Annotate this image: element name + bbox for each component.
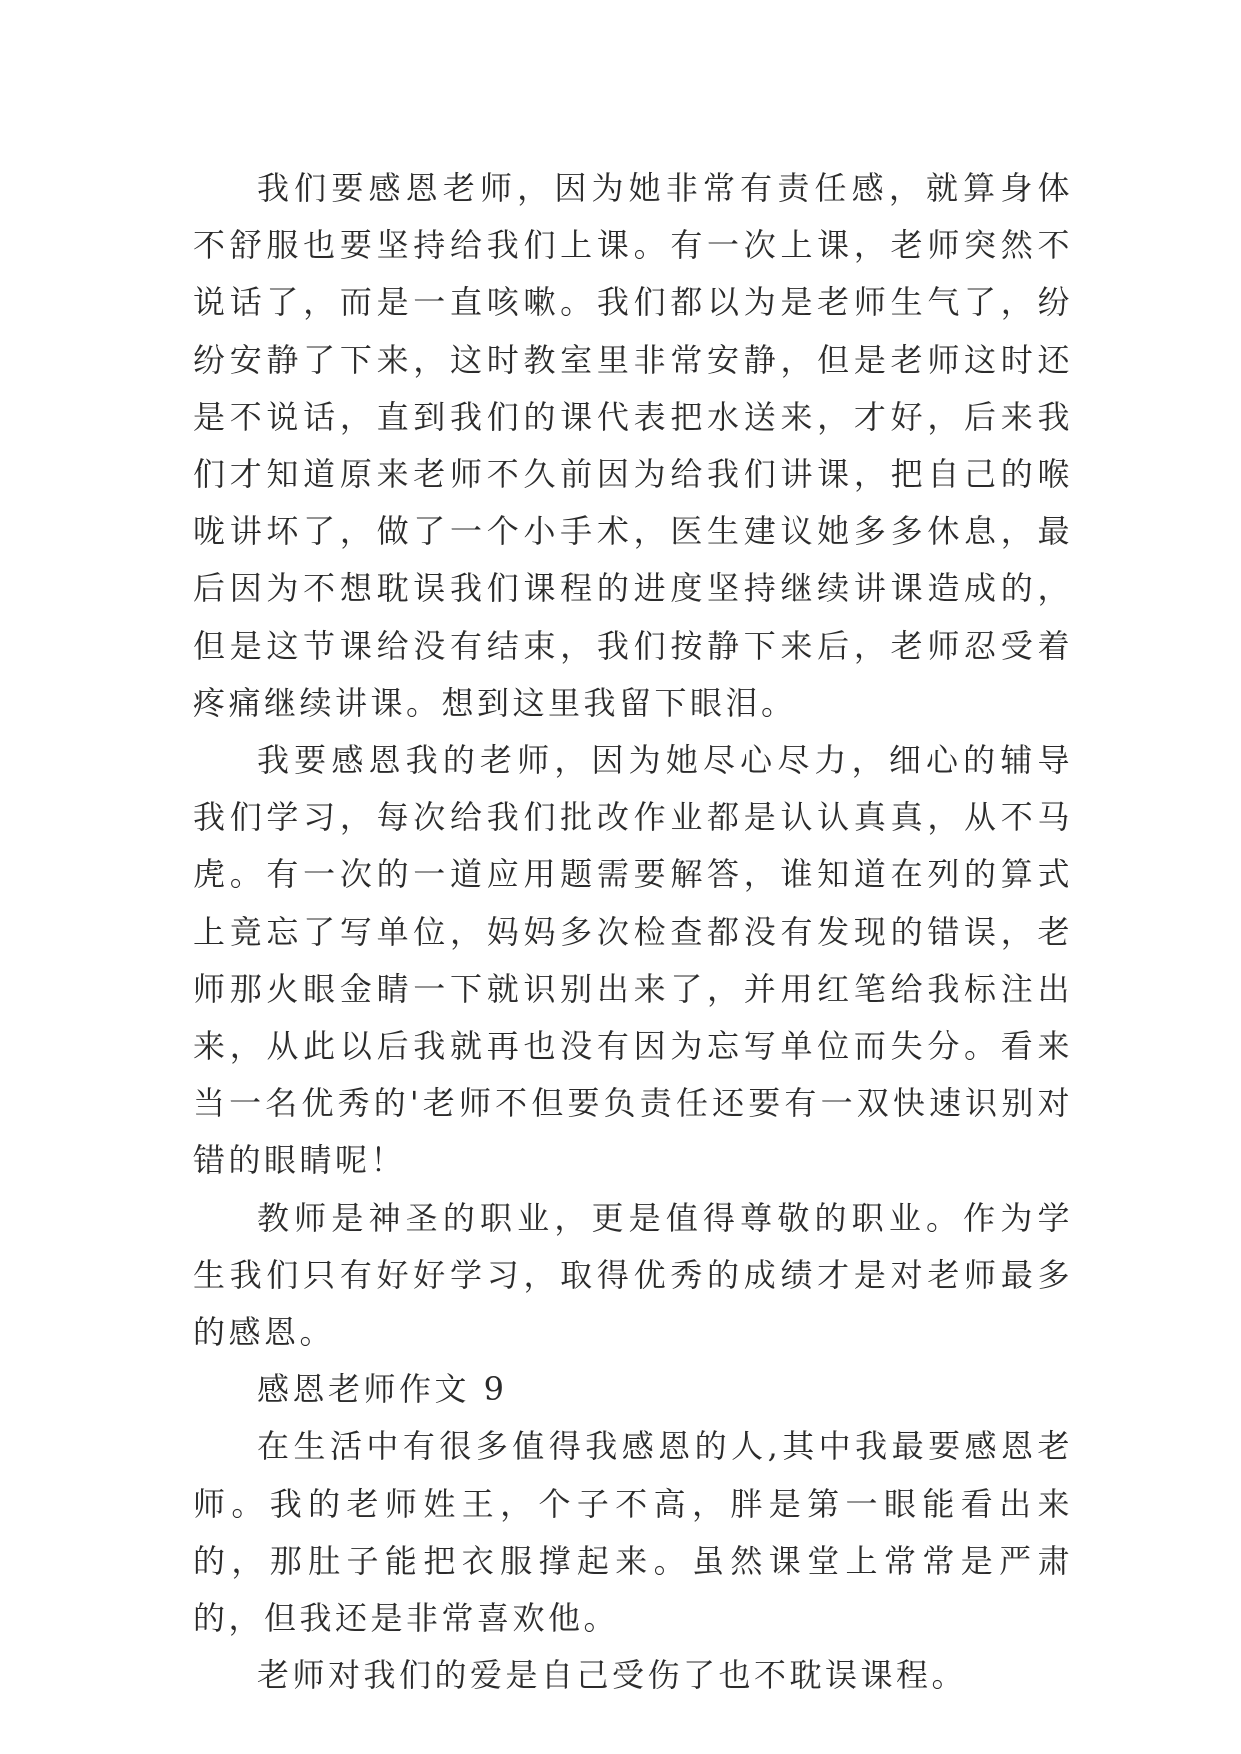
section-heading: 感恩老师作文 9 (257, 1370, 508, 1409)
paragraph-3: 教师是神圣的职业，更是值得尊敬的职业。作为学生我们只有好好学习，取得优秀的成绩才是对老师最多的感恩。 (193, 1198, 1073, 1352)
paragraph-1: 我们要感恩老师，因为她非常有责任感，就算身体不舒服也要坚持给我们上课。有一次上课，老师突然不说话了，而是一直咳嗽。我们都以为是老师生气了，纷纷安静了下来，这时教室里非常安静，但是老师这时还是不说话，直到我们的课代表把水送来，才好，后来我们才知道原来老师不久前因为给我们讲课，把自己的喉咙讲坏了，做了一个小手术，医生建议她多多休息，最后因为不想耽误我们课程的进度坚持继续讲课造成的，但是这节课给没有结束，我们按静下来后，老师忍受着疼痛继续讲课。想到这里我留下眼泪。 (193, 169, 1073, 722)
paragraph-2: 我要感恩我的老师，因为她尽心尽力，细心的辅导我们学习，每次给我们批改作业都是认认真真，从不马虎。有一次的一道应用题需要解答，谁知道在列的算式上竟忘了写单位，妈妈多次检查都没有发现的错误，老师那火眼金睛一下就识别出来了，并用红笔给我标注出来，从此以后我就再也没有因为忘写单位而失分。看来当一名优秀的'老师不但要负责任还要有一双快速识别对错的眼睛呢！ (193, 741, 1073, 1180)
paragraph-4: 在生活中有很多值得我感恩的人,其中我最要感恩老师。我的老师姓王，个子不高，胖是第一眼能看出来的，那肚子能把衣服撑起来。虽然课堂上常常是严肃的，但我还是非常喜欢他。 (193, 1427, 1073, 1638)
document-body (193, 160, 1073, 1704)
paragraph-5: 老师对我们的爱是自己受伤了也不耽误课程。 (257, 1656, 968, 1695)
